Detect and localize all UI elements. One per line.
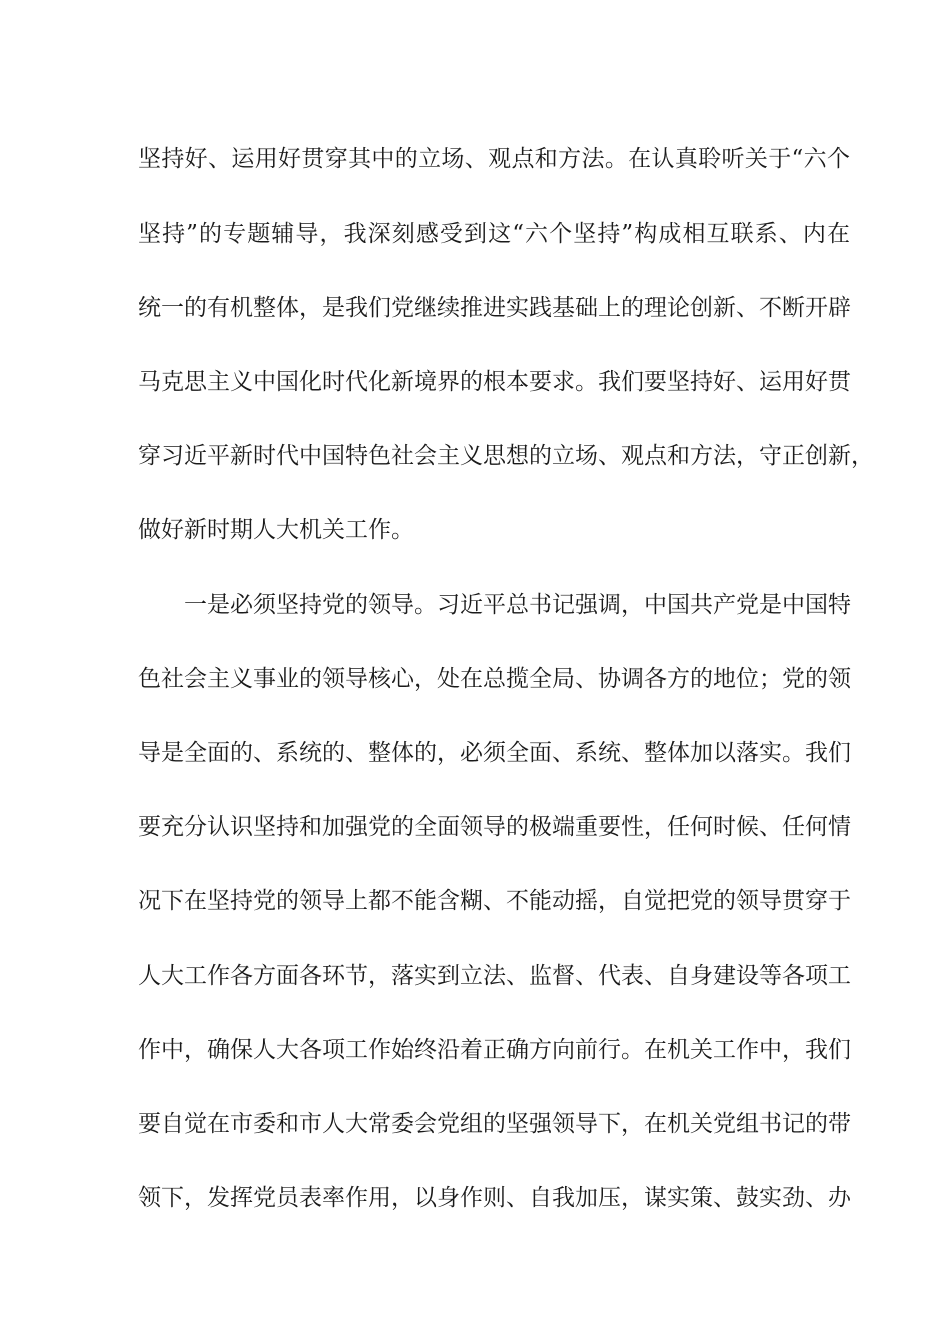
text-line: 要充分认识坚持和加强党的全面领导的极端重要性，任何时候、任何情: [138, 814, 851, 840]
text-line: 领下，发挥党员表率作用，以身作则、自我加压，谋实策、鼓实劲、办: [138, 1185, 851, 1211]
text-line: 穿习近平新时代中国特色社会主义思想的立场、观点和方法，守正创新，: [138, 443, 874, 469]
text-line: 做好新时期人大机关工作。: [138, 517, 414, 543]
text-line: 坚持好、运用好贯穿其中的立场、观点和方法。在认真聆听关于“六个: [138, 146, 850, 172]
paragraph-first-line: 一是必须坚持党的领导。习近平总书记强调，中国共产党是中国特: [184, 592, 851, 618]
text-line: 况下在坚持党的领导上都不能含糊、不能动摇，自觉把党的领导贯穿于: [138, 888, 851, 914]
text-line: 要自觉在市委和市人大常委会党组的坚强领导下，在机关党组书记的带: [138, 1111, 851, 1137]
text-line: 马克思主义中国化时代化新境界的根本要求。我们要坚持好、运用好贯: [138, 369, 851, 395]
text-line: 作中，确保人大各项工作始终沿着正确方向前行。在机关工作中，我们: [138, 1037, 851, 1063]
text-line: 人大工作各方面各环节，落实到立法、监督、代表、自身建设等各项工: [138, 963, 851, 989]
text-line: 导是全面的、系统的、整体的，必须全面、系统、整体加以落实。我们: [138, 740, 851, 766]
text-line: 坚持”的专题辅导，我深刻感受到这“六个坚持”构成相互联系、内在: [138, 221, 850, 247]
text-line: 统一的有机整体，是我们党继续推进实践基础上的理论创新、不断开辟: [138, 295, 851, 321]
text-line: 色社会主义事业的领导核心，处在总揽全局、协调各方的地位；党的领: [138, 666, 851, 692]
